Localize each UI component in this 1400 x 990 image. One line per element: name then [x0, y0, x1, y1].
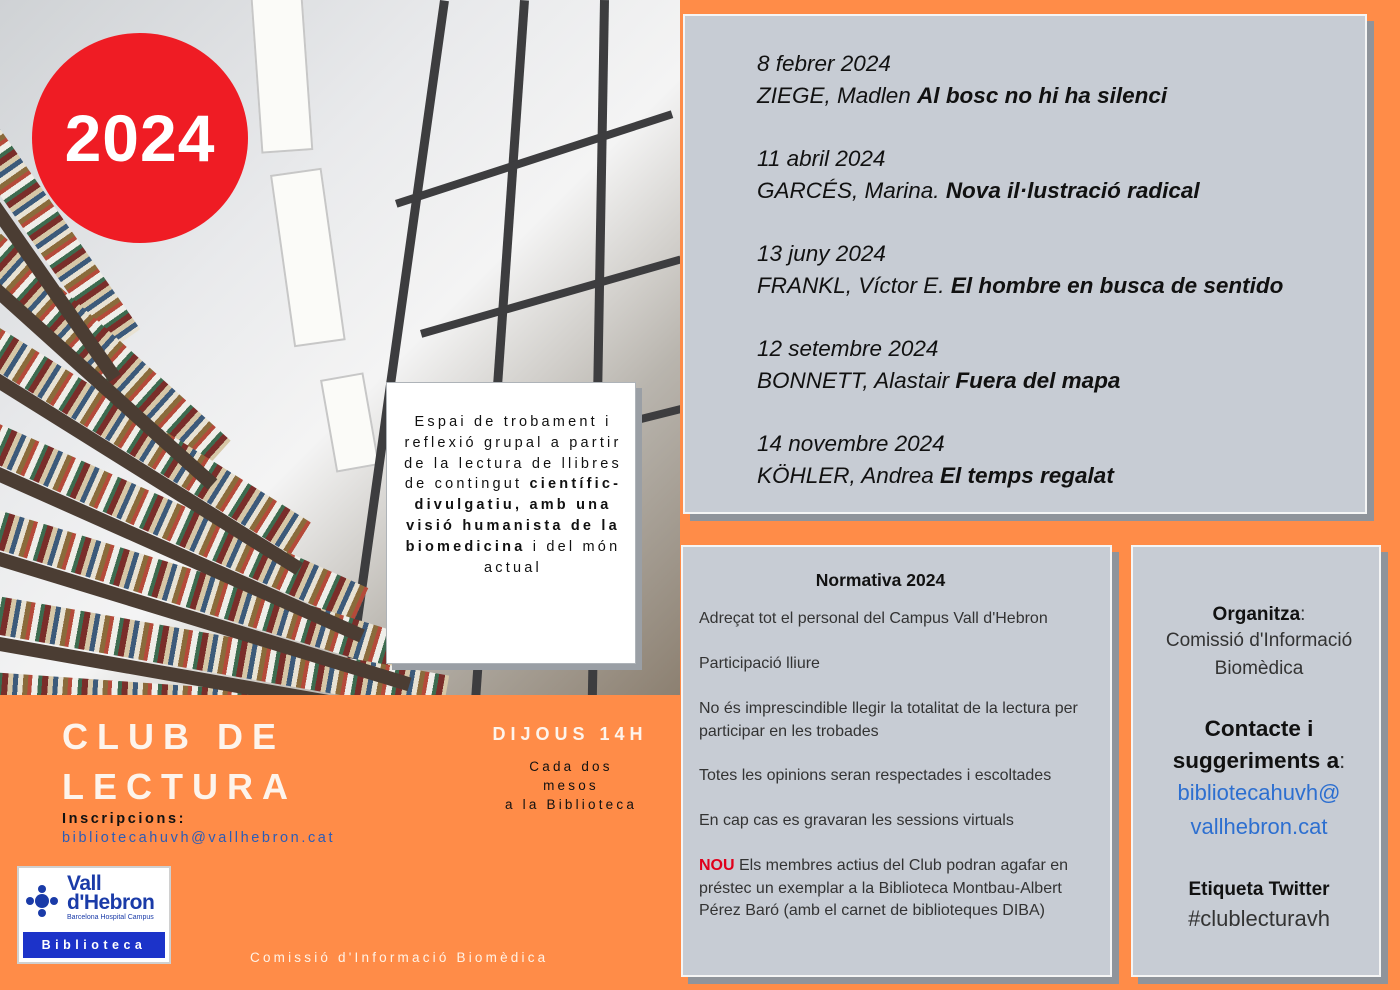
session-date: 13 juny 2024: [757, 241, 886, 266]
normativa-heading: Normativa 2024: [815, 570, 946, 590]
normativa-panel: [681, 545, 1112, 977]
session-author: GARCÉS, Marina.: [757, 178, 946, 203]
organizer-name-line2: Biomèdica: [1214, 658, 1304, 679]
logo-library-label: Biblioteca: [23, 932, 165, 958]
session-item: [757, 238, 1283, 302]
organizer-name-line1: Comissió d'Informació: [1165, 630, 1353, 651]
logo-wordmark: [67, 874, 154, 912]
footer-organizer: Comissió d'Informació Biomèdica: [250, 950, 549, 965]
session-title: Fuera del mapa: [955, 368, 1121, 393]
twitter-label: Etiqueta Twitter: [1188, 879, 1330, 900]
contact-heading-suffix: :: [1339, 748, 1346, 773]
sessions-panel: [683, 14, 1367, 514]
frequency-line: Cada dos: [529, 759, 613, 774]
club-title-line2: LECTURA: [62, 766, 297, 807]
session-date: 12 setembre 2024: [757, 336, 939, 361]
organizer-panel: [1131, 545, 1381, 977]
logo-subtitle: Barcelona Hospital Campus: [67, 914, 154, 921]
ceiling-light: [320, 372, 380, 472]
rule-item: Adreçat tot el personal del Campus Vall d'Hebron: [699, 610, 1048, 627]
contact-heading-text: suggeriments a: [1172, 748, 1340, 773]
description-part: i del món actual: [484, 538, 621, 576]
frequency-line: a la Biblioteca: [504, 797, 638, 812]
window-frame: [420, 256, 680, 338]
inscriptions-email[interactable]: bibliotecahuvh@vallhebron.cat: [62, 830, 336, 846]
contact-email-line1[interactable]: bibliotecahuvh@: [1177, 780, 1341, 805]
schedule-day: DIJOUS 14H: [492, 724, 648, 744]
rule-item: En cap cas es gravaran les sessions virtuals: [699, 812, 1014, 829]
club-title-line1: CLUB DE: [62, 716, 285, 757]
session-title: Al bosc no hi ha silenci: [917, 83, 1168, 108]
frequency-line: mesos: [543, 778, 599, 793]
contact-heading-line2: [1133, 745, 1385, 777]
session-title: Nova il·lustració radical: [945, 178, 1200, 203]
logo-line1: Vall: [67, 872, 102, 895]
organizer-label: Organitza: [1212, 604, 1301, 625]
ceiling-light: [270, 168, 346, 348]
inscriptions-label: Inscripcions:: [62, 811, 187, 827]
contact-heading-line1: Contacte i: [1204, 716, 1314, 741]
rule-item: No és imprescindible llegir la totalitat de la lectura per participar en les trobades: [699, 700, 1078, 740]
session-date: 14 novembre 2024: [757, 431, 945, 456]
vall-hebron-logo: [17, 866, 171, 964]
contact-email-line2[interactable]: vallhebron.cat: [1190, 814, 1328, 839]
year-text: 2024: [64, 101, 216, 175]
rule-item: Totes les opinions seran respectades i escoltades: [699, 767, 1052, 784]
organizer-label-line: [1133, 601, 1385, 629]
session-title: El hombre en busca de sentido: [950, 273, 1284, 298]
description-part: Espai de trobament i reflexió grupal a partir de la lectura de llibres de contingut: [404, 414, 622, 493]
description-text: [400, 412, 626, 578]
new-label: NOU: [699, 857, 735, 874]
logo-line2: d'Hebron: [67, 891, 155, 914]
rule-item-new: [699, 855, 1095, 923]
session-item: [757, 333, 1120, 397]
logo-top: [19, 868, 169, 926]
club-title: [62, 712, 297, 812]
session-author: ZIEGE, Madlen: [757, 83, 918, 108]
session-date: 11 abril 2024: [757, 146, 886, 171]
schedule-frequency: [478, 757, 664, 814]
session-author: FRANKL, Víctor E.: [757, 273, 951, 298]
session-author: KÖHLER, Andrea: [757, 463, 940, 488]
session-item: [757, 48, 1167, 112]
organizer-label-suffix: :: [1300, 604, 1306, 625]
new-text: Els membres actius del Club podran agafar en préstec un exemplar a la Biblioteca Montbau-Albert Pérez Baró (amb el carnet de biblioteques DIBA): [699, 857, 1069, 919]
twitter-hashtag: #clublecturavh: [1188, 906, 1330, 931]
window-frame: [395, 110, 673, 207]
year-badge: [32, 33, 248, 243]
cross-icon: [25, 884, 59, 918]
session-title: El temps regalat: [940, 463, 1114, 488]
rule-item: Participació lliure: [699, 655, 820, 672]
session-item: [757, 428, 1114, 492]
session-date: 8 febrer 2024: [757, 51, 891, 76]
session-author: BONNETT, Alastair: [757, 368, 956, 393]
session-item: [757, 143, 1200, 207]
description-box: [386, 382, 636, 664]
ceiling-light: [250, 0, 313, 154]
description-bold: científic-divulgatiu, amb una visió humanista de la biomedicina: [405, 476, 622, 555]
